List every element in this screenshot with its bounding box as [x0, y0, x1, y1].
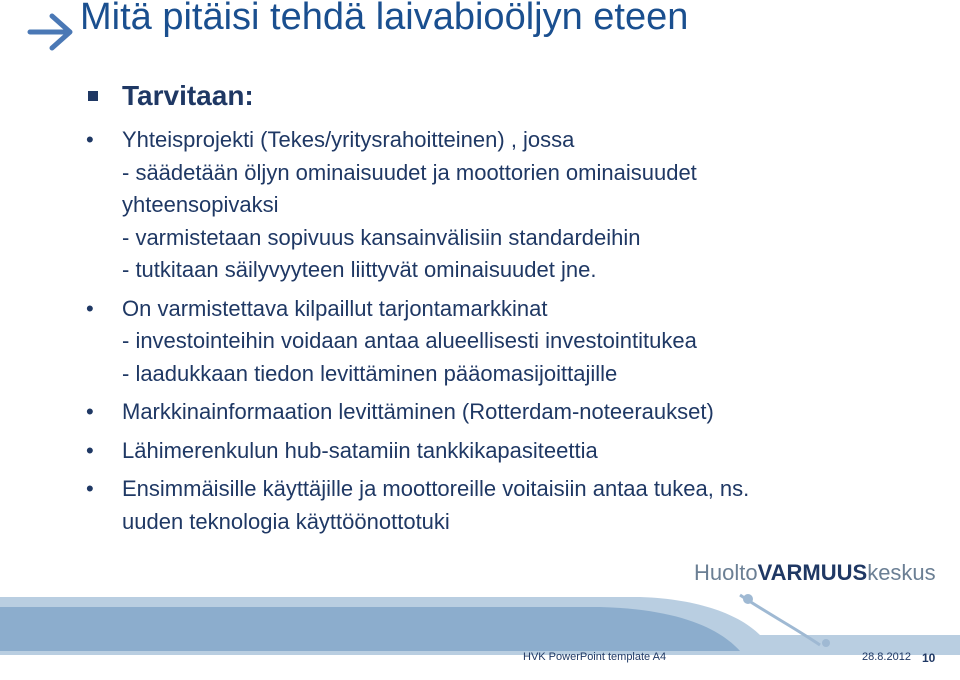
bullet-line: On varmistettava kilpaillut tarjontamarkkinat: [122, 295, 548, 321]
bullet-line: - tutkitaan säilyvyyteen liittyvät ominaisuudet jne.: [122, 257, 597, 282]
bullet-item: [84, 293, 944, 391]
bullet-dot-icon: •: [86, 127, 94, 152]
bullet-line: yhteensopivaksi: [122, 192, 279, 217]
bullet-line: Ensimmäisille käyttäjille ja moottoreille voitaisiin antaa tukea, ns.: [122, 476, 750, 501]
bullet-dot-icon: •: [86, 295, 94, 321]
bullet-dot-icon: •: [86, 399, 94, 424]
footer-template-label: HVK PowerPoint template A4: [523, 651, 667, 663]
footer-wave-graphic: [0, 585, 960, 655]
bullet-line: - varmistetaan sopivuus kansainvälisiin standardeihin: [122, 224, 641, 250]
bullet-item: [84, 396, 944, 429]
square-bullet-icon: [88, 91, 98, 101]
bullet-line: uuden teknologia käyttöönottotuki: [122, 508, 450, 534]
hvk-logo: HuoltoVARMUUSkeskus: [694, 560, 936, 585]
footer-date: 28.8.2012: [862, 651, 911, 663]
bullet-list: [84, 124, 944, 544]
bullet-line: - laadukkaan tiedon levittäminen pääomasijoittajille: [122, 360, 618, 386]
bullet-dot-icon: •: [86, 476, 94, 501]
bullet-line: - investointeihin voidaan antaa alueellisesti investointitukea: [122, 328, 697, 353]
bullet-item: [84, 124, 944, 287]
page-number: 10: [922, 651, 936, 665]
bullet-dot-icon: •: [86, 437, 94, 463]
arrow-right-icon: [26, 10, 78, 56]
bullet-line: Markkinainformaation levittäminen (Rotterdam-noteeraukset): [122, 399, 714, 424]
section-heading: [88, 80, 254, 112]
heading-text: Tarvitaan:: [122, 80, 254, 111]
bullet-line: - säädetään öljyn ominaisuudet ja moottorien ominaisuudet: [122, 159, 697, 185]
bullet-line: Yhteisprojekti (Tekes/yritysrahoitteinen) , jossa: [122, 127, 575, 152]
bullet-item: [84, 473, 944, 538]
bullet-line: Lähimerenkulun hub-satamiin tankkikapasiteettia: [122, 437, 598, 463]
bullet-item: [84, 435, 944, 468]
slide-title: Mitä pitäisi tehdä laivabioöljyn eteen: [80, 0, 689, 38]
